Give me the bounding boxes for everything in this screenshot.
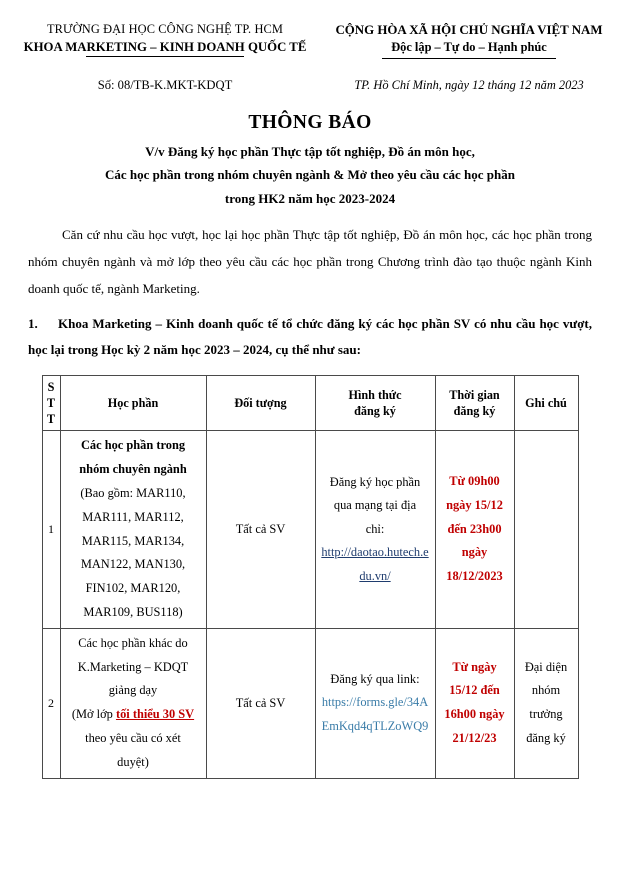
row2-gc-line-2: nhóm [531,683,561,698]
faculty-name: KHOA MARKETING – KINH DOANH QUỐC TẾ [23,39,307,54]
row2-hp-note-line-3: duyệt) [117,754,149,769]
row2-gc-line-4: đăng ký [526,731,566,746]
header-doi-tuong: Đối tượng [206,376,315,431]
table-row [42,431,578,629]
university-name: TRƯỜNG ĐẠI HỌC CÔNG NGHỆ TP. HCM [47,22,283,36]
title-block [0,111,620,210]
document-meta-line [0,78,620,93]
header-thoi-gian-line-1: Thời gian [449,388,500,403]
row2-hp-note-prefix: (Mở lớp [71,707,116,722]
subtitle-line-2: Các học phần trong nhóm chuyên ngành & Mở theo yêu cầu các học phần [104,167,515,183]
letterhead-right [318,22,620,56]
registration-table-wrapper [0,375,620,779]
row2-ghi-chu [514,628,578,778]
row2-hp-note-highlight: tối thiểu 30 SV [115,707,195,722]
header-stt-char-3: T [46,412,56,427]
row1-hp-line-5: MAR115, MAR134, [81,533,185,548]
row1-tg-line-2: ngày 15/12 [446,497,503,512]
row2-registration-link[interactable]: https://forms.gle/34AEmKqd4qTLZoWQ9 [321,695,429,734]
header-hoc-phan: Học phần [60,376,206,431]
row2-tg-line-4: 21/12/23 [452,731,497,746]
header-thoi-gian-line-2: đăng ký [453,404,496,419]
row1-registration-link[interactable]: http://daotao.hutech.edu.vn/ [321,545,429,583]
row2-gc-line-3: trưởng [529,707,563,722]
row2-tg-line-2: 15/12 đến [449,683,500,698]
row1-ht-line-2: qua mạng tại địa [333,498,417,513]
row1-ghi-chu [514,431,578,629]
row2-stt: 2 [42,628,60,778]
table-head [42,376,578,431]
row2-tg-line-3: 16h00 ngày [444,707,505,722]
row1-hoc-phan [60,431,206,629]
place-and-date: TP. Hồ Chí Minh, ngày 12 tháng 12 năm 2023 [354,78,584,93]
header-thoi-gian [435,376,514,431]
subtitle-line-3: trong HK2 năm học 2023-2024 [224,190,396,206]
document-number: Số: 08/TB-K.MKT-KDQT [97,78,233,93]
republic-name: CỘNG HÒA XÃ HỘI CHỦ NGHĨA VIỆT NAM [335,23,603,37]
row1-hp-line-7: FIN102, MAR120, [85,581,181,596]
row2-doi-tuong: Tất cả SV [206,628,315,778]
item-number: 1. [28,316,38,332]
national-motto: Độc lập – Tự do – Hạnh phúc [391,40,547,55]
row2-thoi-gian [435,628,514,778]
page-title: THÔNG BÁO [248,112,372,134]
row1-ht-line-3: chỉ: [365,521,385,536]
header-hinh-thuc-line-1: Hình thức [348,388,402,403]
row1-hp-line-2: nhóm chuyên ngành [79,462,187,477]
row2-hp-line-3: giảng dạy [108,683,158,698]
item-text: Khoa Marketing – Kinh doanh quốc tế tổ chức đăng ký các học phần SV có nhu cầu học vượt, học lại trong Học kỳ 2 năm học 2023 – 2024, cụ thể như sau: [28,316,592,358]
registration-table [42,375,579,779]
row1-hp-line-4: MAR111, MAR112, [82,509,184,524]
row2-hp-note-line-2: theo yêu cầu có xét [85,731,181,746]
row1-hinh-thuc [315,431,435,629]
table-body [42,431,578,778]
row2-hp-note-line [65,703,202,727]
row1-tg-line-4: ngày [461,545,488,560]
row1-hp-line-1: Các học phần trong [80,438,186,453]
row2-gc-line-1: Đại diện [524,659,568,674]
intro-paragraph: Căn cứ nhu cầu học vượt, học lại học phần Thực tập tốt nghiệp, Đồ án môn học, các học phần trong nhóm chuyên ngành và mở lớp theo yêu cầu các học phần trong Chương trình đào tạo thuộc ngành Kinh doanh quốc tế, ngành Marketing. [28,227,592,296]
row1-tg-line-5: 18/12/2023 [446,569,503,584]
row1-hp-line-3: (Bao gồm: MAR110, [80,485,186,500]
row2-tg-line-1: Từ ngày [452,659,497,674]
header-stt-char-1: S [47,380,55,395]
header-ghi-chu: Ghi chú [514,376,578,431]
row2-ht-line-1: Đăng ký qua link: [330,671,420,686]
header-stt [42,376,60,431]
header-hinh-thuc-line-2: đăng ký [354,404,396,419]
row2-hp-line-2: K.Marketing – KDQT [77,659,189,674]
header-hinh-thuc [315,376,435,431]
row2-hp-line-1: Các học phần khác do [78,635,188,650]
letterhead [0,0,620,56]
subtitle-block [0,140,620,211]
letterhead-left [0,22,318,56]
row1-doi-tuong: Tất cả SV [206,431,315,629]
row1-tg-line-1: Từ 09h00 [449,474,500,489]
row2-hinh-thuc [315,628,435,778]
table-header-row [42,376,578,431]
row1-ht-line-1: Đăng ký học phần [329,474,421,489]
row1-hp-line-6: MAN122, MAN130, [80,557,186,572]
numbered-item-1 [28,311,592,363]
subtitle-line-1: V/v Đăng ký học phần Thực tập tốt nghiệp, Đồ án môn học, [145,143,475,159]
row2-hoc-phan [60,628,206,778]
row1-stt: 1 [42,431,60,629]
row1-thoi-gian [435,431,514,629]
header-stt-char-2: T [46,396,56,411]
row1-hp-line-8: MAR109, BUS118) [83,605,183,619]
table-row [42,628,578,778]
row1-tg-line-3: đến 23h00 [447,521,502,536]
